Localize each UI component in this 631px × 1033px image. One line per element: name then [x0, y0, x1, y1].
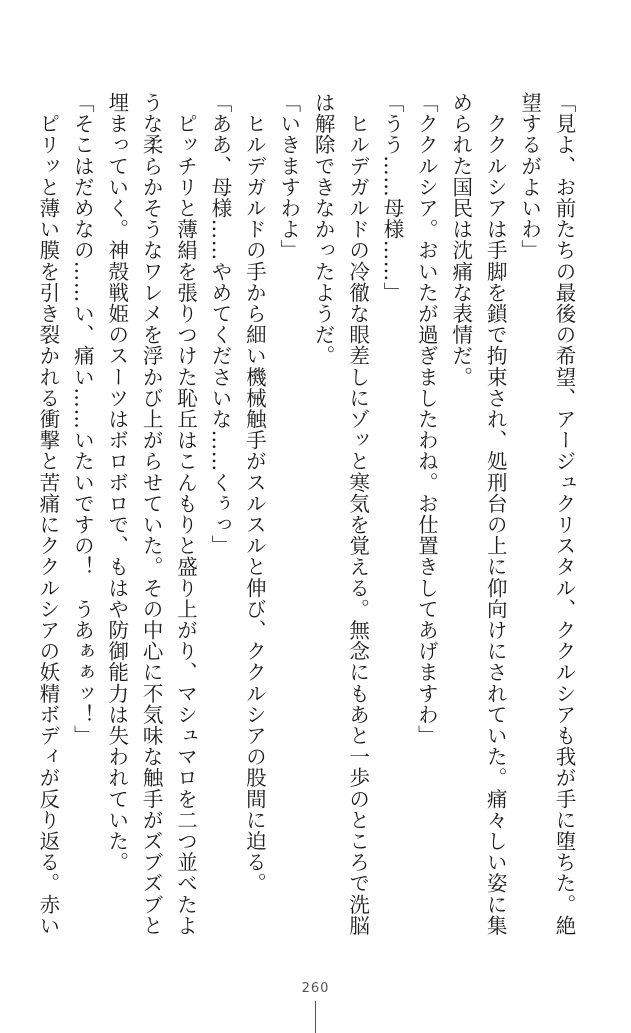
- text-line: 望するがよいわ」: [517, 92, 542, 261]
- text-line: ピリッと薄い膜を引き裂かれる衝撃と苦痛にククルシアの妖精ボディが反り返る。赤い: [35, 92, 60, 936]
- text-line: うな柔らかそうなワレメを浮かび上がらせていた。その中心に不気味な触手がズブズブと: [139, 92, 164, 936]
- vertical-text-body: [33, 92, 581, 948]
- text-line: ピッチリと薄絹を張りつけた恥丘はこんもりと盛り上がり、マシュマロを二つ並べたよ: [173, 92, 198, 936]
- page-number: 260: [301, 981, 330, 996]
- text-line: ククルシアは手脚を鎖で拘束され、処刑台の上に仰向けにされていた。痛々しい姿に集: [483, 92, 508, 936]
- text-line: 「うう……母様……」: [379, 92, 404, 303]
- text-line: 「ククルシア。おいたが過ぎましたわね。お仕置きしてあげますわ」: [414, 92, 439, 747]
- text-line: められた国民は沈痛な表情だ。: [448, 92, 473, 388]
- text-line: ヒルデガルドの手から細い機械触手がスルスルと伸び、ククルシアの股間に迫る。: [242, 92, 267, 894]
- text-line: ヒルデガルドの冷徹な眼差しにゾッと寒気を覚える。無念にもあと一歩のところで洗脳: [345, 92, 370, 936]
- text-line: 「いきますわよ」: [276, 92, 301, 261]
- text-line: 「ああ、母様……やめてくださいな……くぅっ」: [207, 92, 232, 557]
- page-number-rule: [315, 1001, 316, 1033]
- text-line: 「そこはだめなの……い、痛い……いたいですの！ うあぁぁッ！」: [70, 92, 95, 747]
- text-line: 「見よ、お前たちの最後の希望、アージュクリスタル、ククルシアも我が手に堕ちた。絶: [552, 92, 576, 936]
- text-line: は解除できなかったようだ。: [311, 92, 336, 367]
- text-line: 埋まっていく。神殻戦姫のスーツはボロボロで、もはや防御能力は失われていた。: [104, 92, 129, 873]
